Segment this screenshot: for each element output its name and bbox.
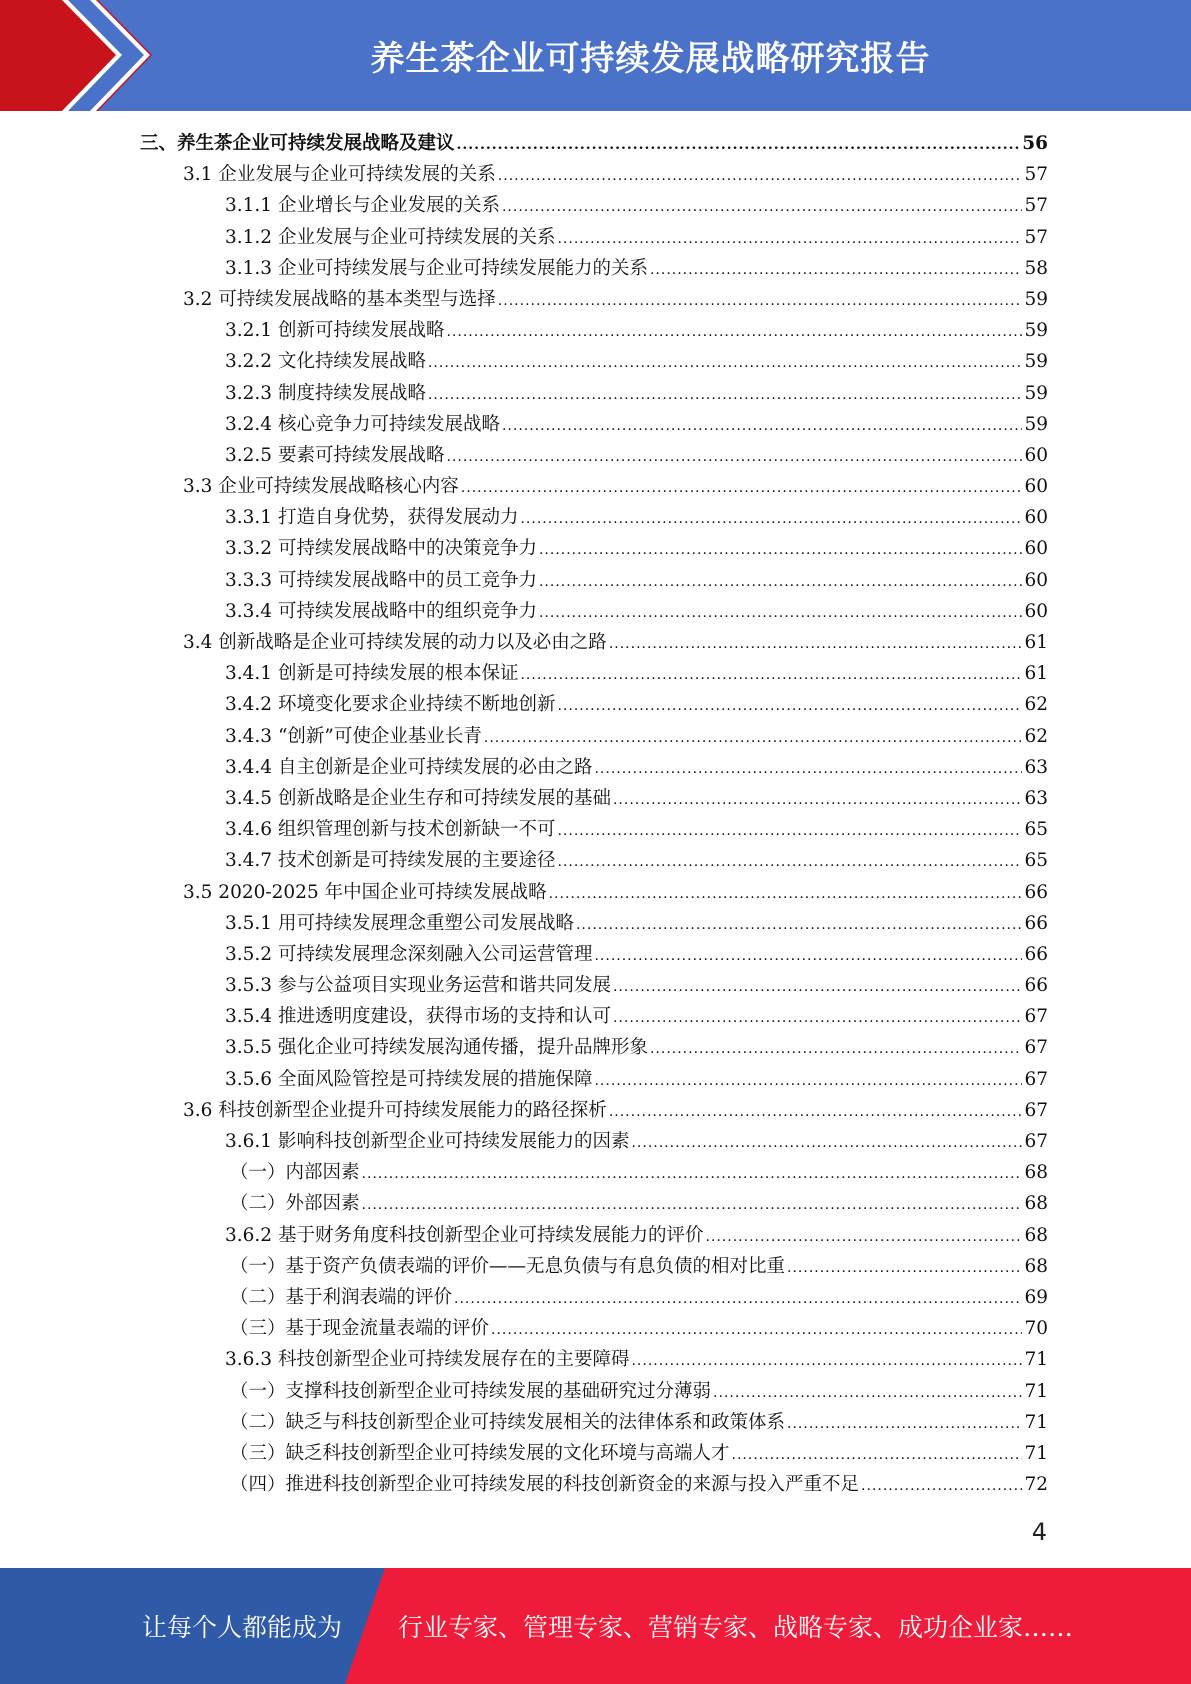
toc-entry-page: 66 bbox=[1024, 912, 1048, 934]
toc-entry-title: 3.4.2 环境变化要求企业持续不断地创新 bbox=[225, 694, 556, 716]
toc-dot-leader bbox=[557, 691, 1022, 722]
toc-entry-page: 68 bbox=[1024, 1162, 1048, 1184]
toc-entry-title: （四）推进科技创新型企业可持续发展的科技创新资金的来源与投入严重不足 bbox=[230, 1474, 860, 1496]
toc-dot-leader bbox=[498, 286, 1023, 317]
toc-entry[interactable] bbox=[140, 378, 1048, 409]
toc-entry-title: 3.5.6 全面风险管控是可持续发展的措施保障 bbox=[225, 1068, 593, 1090]
toc-dot-leader bbox=[498, 161, 1023, 192]
footer-slogan-left: 让每个人都能成为 bbox=[142, 1613, 343, 1642]
toc-entry[interactable] bbox=[140, 845, 1048, 876]
toc-entry[interactable] bbox=[140, 1376, 1048, 1407]
toc-entry-page: 71 bbox=[1024, 1380, 1048, 1402]
toc-dot-leader bbox=[539, 567, 1022, 598]
toc-entry[interactable] bbox=[140, 1282, 1048, 1313]
toc-entry-title: 3.1.3 企业可持续发展与企业可持续发展能力的关系 bbox=[225, 257, 648, 279]
toc-entry[interactable] bbox=[140, 1126, 1048, 1157]
toc-dot-leader bbox=[787, 1409, 1022, 1440]
toc-entry-page: 66 bbox=[1024, 943, 1048, 965]
toc-dot-leader bbox=[713, 1378, 1022, 1409]
toc-entry-page: 68 bbox=[1024, 1255, 1048, 1277]
toc-entry[interactable] bbox=[140, 1469, 1048, 1500]
toc-entry-title: 3.5.2 可持续发展理念深刻融入公司运营管理 bbox=[225, 943, 593, 965]
toc-entry-title: 3.1.2 企业发展与企业可持续发展的关系 bbox=[225, 226, 556, 248]
toc-entry[interactable] bbox=[140, 284, 1048, 315]
toc-entry-title: 3.4.6 组织管理创新与技术创新缺一不可 bbox=[225, 819, 556, 841]
toc-entry[interactable] bbox=[140, 1438, 1048, 1469]
toc-entry[interactable] bbox=[140, 627, 1048, 658]
toc-dot-leader bbox=[461, 473, 1023, 504]
toc-dot-leader bbox=[609, 1097, 1023, 1128]
toc-entry-title: 3.3.3 可持续发展战略中的员工竞争力 bbox=[225, 569, 537, 591]
toc-entry-page: 67 bbox=[1024, 1068, 1048, 1090]
toc-entry-title: 3.4.4 自主创新是企业可持续发展的必由之路 bbox=[225, 756, 593, 778]
toc-entry[interactable] bbox=[140, 253, 1048, 284]
toc-entry[interactable] bbox=[140, 190, 1048, 221]
toc-entry[interactable] bbox=[140, 1064, 1048, 1095]
toc-dot-leader bbox=[362, 1159, 1023, 1190]
toc-entry-title: 三、养生茶企业可持续发展战略及建议 bbox=[140, 133, 455, 154]
toc-dot-leader bbox=[484, 723, 1023, 754]
toc-entry[interactable] bbox=[140, 658, 1048, 689]
toc-entry-page: 60 bbox=[1024, 444, 1048, 466]
toc-entry-page: 59 bbox=[1024, 413, 1048, 435]
toc-dot-leader bbox=[520, 504, 1022, 535]
toc-dot-leader bbox=[613, 785, 1022, 816]
toc-dot-leader bbox=[557, 816, 1022, 847]
toc-dot-leader bbox=[631, 1346, 1022, 1377]
toc-dot-leader bbox=[609, 629, 1023, 660]
toc-entry[interactable] bbox=[140, 409, 1048, 440]
toc-entry[interactable] bbox=[140, 1032, 1048, 1063]
toc-entry-page: 71 bbox=[1024, 1411, 1048, 1433]
toc-entry-page: 60 bbox=[1024, 476, 1048, 498]
toc-entry[interactable] bbox=[140, 1344, 1048, 1375]
toc-entry-title: 3.4.5 创新战略是企业生存和可持续发展的基础 bbox=[225, 787, 611, 809]
toc-dot-leader bbox=[502, 192, 1022, 223]
toc-entry[interactable] bbox=[140, 315, 1048, 346]
toc-entry-page: 67 bbox=[1024, 1131, 1048, 1152]
toc-entry[interactable] bbox=[140, 1001, 1048, 1032]
toc-dot-leader bbox=[520, 660, 1022, 691]
toc-dot-leader bbox=[787, 1253, 1022, 1284]
toc-dot-leader bbox=[705, 1222, 1022, 1253]
toc-entry-page: 67 bbox=[1024, 1099, 1048, 1121]
table-of-contents bbox=[140, 128, 1048, 1500]
toc-entry-title: 3.2.3 制度持续发展战略 bbox=[225, 382, 426, 404]
toc-entry-page: 66 bbox=[1024, 975, 1048, 997]
toc-dot-leader bbox=[557, 224, 1022, 255]
toc-entry-title: 3.1 企业发展与企业可持续发展的关系 bbox=[183, 164, 496, 186]
toc-entry-page: 65 bbox=[1024, 850, 1048, 872]
toc-entry[interactable] bbox=[140, 814, 1048, 845]
toc-entry[interactable] bbox=[140, 1313, 1048, 1344]
toc-entry[interactable] bbox=[140, 222, 1048, 253]
toc-entry-title: 3.6.1 影响科技创新型企业可持续发展能力的因素 bbox=[225, 1131, 630, 1152]
toc-entry[interactable] bbox=[140, 939, 1048, 970]
toc-entry[interactable] bbox=[140, 596, 1048, 627]
toc-dot-leader bbox=[454, 1284, 1022, 1315]
toc-entry[interactable] bbox=[140, 346, 1048, 377]
toc-dot-leader bbox=[631, 1128, 1022, 1159]
toc-entry-page: 56 bbox=[1022, 133, 1048, 154]
toc-entry-page: 68 bbox=[1024, 1224, 1048, 1246]
page-number: 4 bbox=[1031, 1518, 1047, 1546]
toc-entry-title: （二）基于利润表端的评价 bbox=[230, 1286, 453, 1308]
toc-entry-title: （三）基于现金流量表端的评价 bbox=[230, 1318, 490, 1340]
toc-dot-leader bbox=[539, 535, 1022, 566]
toc-dot-leader bbox=[576, 910, 1022, 941]
toc-entry[interactable] bbox=[140, 1188, 1048, 1219]
toc-entry[interactable] bbox=[140, 471, 1048, 502]
toc-entry[interactable] bbox=[140, 128, 1048, 159]
toc-entry-page: 72 bbox=[1024, 1474, 1048, 1496]
page-footer bbox=[0, 1568, 1191, 1684]
toc-dot-leader bbox=[539, 598, 1022, 629]
toc-entry-title: 3.5.1 用可持续发展理念重塑公司发展战略 bbox=[225, 912, 574, 934]
toc-entry-title: （一）基于资产负债表端的评价——无息负债与有息负债的相对比重 bbox=[230, 1255, 786, 1277]
toc-entry-title: 3.6.3 科技创新型企业可持续发展存在的主要障碍 bbox=[225, 1349, 630, 1371]
toc-dot-leader bbox=[732, 1440, 1023, 1471]
toc-dot-leader bbox=[613, 1003, 1022, 1034]
toc-entry[interactable] bbox=[140, 533, 1048, 564]
toc-entry-page: 57 bbox=[1024, 164, 1048, 186]
toc-entry[interactable] bbox=[140, 908, 1048, 939]
toc-entry-page: 69 bbox=[1024, 1286, 1048, 1308]
toc-entry-page: 59 bbox=[1024, 382, 1048, 404]
toc-dot-leader bbox=[502, 411, 1022, 442]
toc-dot-leader bbox=[594, 1066, 1022, 1097]
toc-entry-page: 67 bbox=[1024, 1037, 1048, 1059]
toc-entry-page: 63 bbox=[1024, 756, 1048, 778]
toc-dot-leader bbox=[650, 1034, 1022, 1065]
toc-dot-leader bbox=[594, 754, 1022, 785]
toc-entry-page: 60 bbox=[1024, 507, 1048, 529]
toc-entry-title: 3.6.2 基于财务角度科技创新型企业可持续发展能力的评价 bbox=[225, 1224, 704, 1246]
toc-dot-leader bbox=[491, 1315, 1022, 1346]
toc-entry-page: 62 bbox=[1024, 725, 1048, 747]
toc-entry-title: （二）外部因素 bbox=[230, 1193, 360, 1215]
toc-entry-title: 3.3.1 打造自身优势，获得发展动力 bbox=[225, 507, 519, 529]
toc-entry-title: 3.2.5 要素可持续发展战略 bbox=[225, 444, 445, 466]
toc-entry-title: （一）内部因素 bbox=[230, 1162, 360, 1184]
toc-entry-page: 62 bbox=[1024, 694, 1048, 716]
toc-entry-title: 3.6 科技创新型企业提升可持续发展能力的路径探析 bbox=[183, 1099, 607, 1121]
toc-entry-page: 68 bbox=[1024, 1193, 1048, 1215]
toc-entry-page: 63 bbox=[1024, 787, 1048, 809]
toc-entry[interactable] bbox=[140, 689, 1048, 720]
page-header bbox=[0, 0, 1191, 111]
toc-dot-leader bbox=[446, 442, 1022, 473]
toc-entry-page: 57 bbox=[1024, 195, 1048, 217]
toc-entry[interactable] bbox=[140, 721, 1048, 752]
toc-entry-page: 66 bbox=[1024, 881, 1048, 903]
toc-entry-page: 59 bbox=[1024, 351, 1048, 373]
toc-entry-page: 57 bbox=[1024, 226, 1048, 248]
toc-entry-page: 60 bbox=[1024, 569, 1048, 591]
toc-entry-title: 3.4.1 创新是可持续发展的根本保证 bbox=[225, 663, 519, 685]
toc-dot-leader bbox=[457, 130, 1021, 161]
toc-entry-page: 60 bbox=[1024, 600, 1048, 622]
toc-entry[interactable] bbox=[140, 1220, 1048, 1251]
toc-entry[interactable] bbox=[140, 1095, 1048, 1126]
toc-entry[interactable] bbox=[140, 502, 1048, 533]
footer-slogan-right: 行业专家、管理专家、营销专家、战略专家、成功企业家…… bbox=[398, 1613, 1074, 1642]
toc-entry-title: 3.3 企业可持续发展战略核心内容 bbox=[183, 476, 459, 498]
toc-entry-title: 3.4 创新战略是企业可持续发展的动力以及必由之路 bbox=[183, 632, 607, 653]
toc-entry-page: 70 bbox=[1024, 1318, 1048, 1340]
toc-dot-leader bbox=[446, 317, 1022, 348]
toc-entry-title: 3.5.3 参与公益项目实现业务运营和谐共同发展 bbox=[225, 975, 611, 997]
toc-entry-title: 3.3.4 可持续发展战略中的组织竞争力 bbox=[225, 600, 537, 622]
toc-entry-title: 3.2 可持续发展战略的基本类型与选择 bbox=[183, 288, 496, 310]
toc-dot-leader bbox=[428, 380, 1022, 411]
toc-entry-page: 71 bbox=[1024, 1442, 1048, 1464]
toc-entry-title: 3.1.1 企业增长与企业发展的关系 bbox=[225, 195, 500, 217]
toc-entry-page: 71 bbox=[1024, 1349, 1048, 1371]
toc-entry-title: 3.4.7 技术创新是可持续发展的主要途径 bbox=[225, 850, 556, 872]
toc-entry-page: 60 bbox=[1024, 538, 1048, 560]
toc-dot-leader bbox=[861, 1471, 1022, 1502]
toc-entry-title: 3.2.1 创新可持续发展战略 bbox=[225, 320, 445, 342]
toc-entry-page: 61 bbox=[1024, 632, 1048, 653]
toc-entry[interactable] bbox=[140, 752, 1048, 783]
toc-entry[interactable] bbox=[140, 970, 1048, 1001]
toc-dot-leader bbox=[594, 941, 1022, 972]
toc-dot-leader bbox=[549, 879, 1023, 910]
toc-entry-title: （二）缺乏与科技创新型企业可持续发展相关的法律体系和政策体系 bbox=[230, 1411, 786, 1433]
toc-entry[interactable] bbox=[140, 440, 1048, 471]
toc-entry[interactable] bbox=[140, 783, 1048, 814]
toc-entry-page: 59 bbox=[1024, 288, 1048, 310]
toc-entry-page: 59 bbox=[1024, 320, 1048, 342]
chevron-arrow-icon bbox=[0, 0, 160, 111]
toc-entry-title: 3.2.2 文化持续发展战略 bbox=[225, 351, 426, 373]
toc-entry-title: 3.2.4 核心竞争力可持续发展战略 bbox=[225, 413, 500, 435]
toc-entry[interactable] bbox=[140, 877, 1048, 908]
toc-entry-title: 3.3.2 可持续发展战略中的决策竞争力 bbox=[225, 538, 537, 560]
toc-entry[interactable] bbox=[140, 1157, 1048, 1188]
toc-dot-leader bbox=[428, 348, 1022, 379]
toc-entry-title: 3.5.5 强化企业可持续发展沟通传播，提升品牌形象 bbox=[225, 1037, 648, 1059]
toc-entry-title: 3.5.4 推进透明度建设，获得市场的支持和认可 bbox=[225, 1006, 611, 1028]
toc-dot-leader bbox=[613, 972, 1022, 1003]
toc-entry[interactable] bbox=[140, 1251, 1048, 1282]
toc-entry-title: （三）缺乏科技创新型企业可持续发展的文化环境与高端人才 bbox=[230, 1442, 730, 1464]
toc-entry-title: 3.4.3 “创新”可使企业基业长青 bbox=[225, 725, 482, 747]
toc-entry-title: 3.5 2020-2025 年中国企业可持续发展战略 bbox=[183, 881, 547, 903]
toc-dot-leader bbox=[362, 1190, 1023, 1221]
toc-entry-page: 58 bbox=[1024, 257, 1048, 279]
toc-entry-page: 61 bbox=[1024, 663, 1048, 685]
toc-entry-title: （一）支撑科技创新型企业可持续发展的基础研究过分薄弱 bbox=[230, 1380, 712, 1402]
toc-entry[interactable] bbox=[140, 159, 1048, 190]
toc-entry[interactable] bbox=[140, 1407, 1048, 1438]
report-title: 养生茶企业可持续发展战略研究报告 bbox=[370, 39, 931, 79]
toc-dot-leader bbox=[557, 847, 1022, 878]
toc-entry-page: 65 bbox=[1024, 819, 1048, 841]
toc-dot-leader bbox=[650, 255, 1022, 286]
toc-entry[interactable] bbox=[140, 565, 1048, 596]
toc-entry-page: 67 bbox=[1024, 1006, 1048, 1028]
